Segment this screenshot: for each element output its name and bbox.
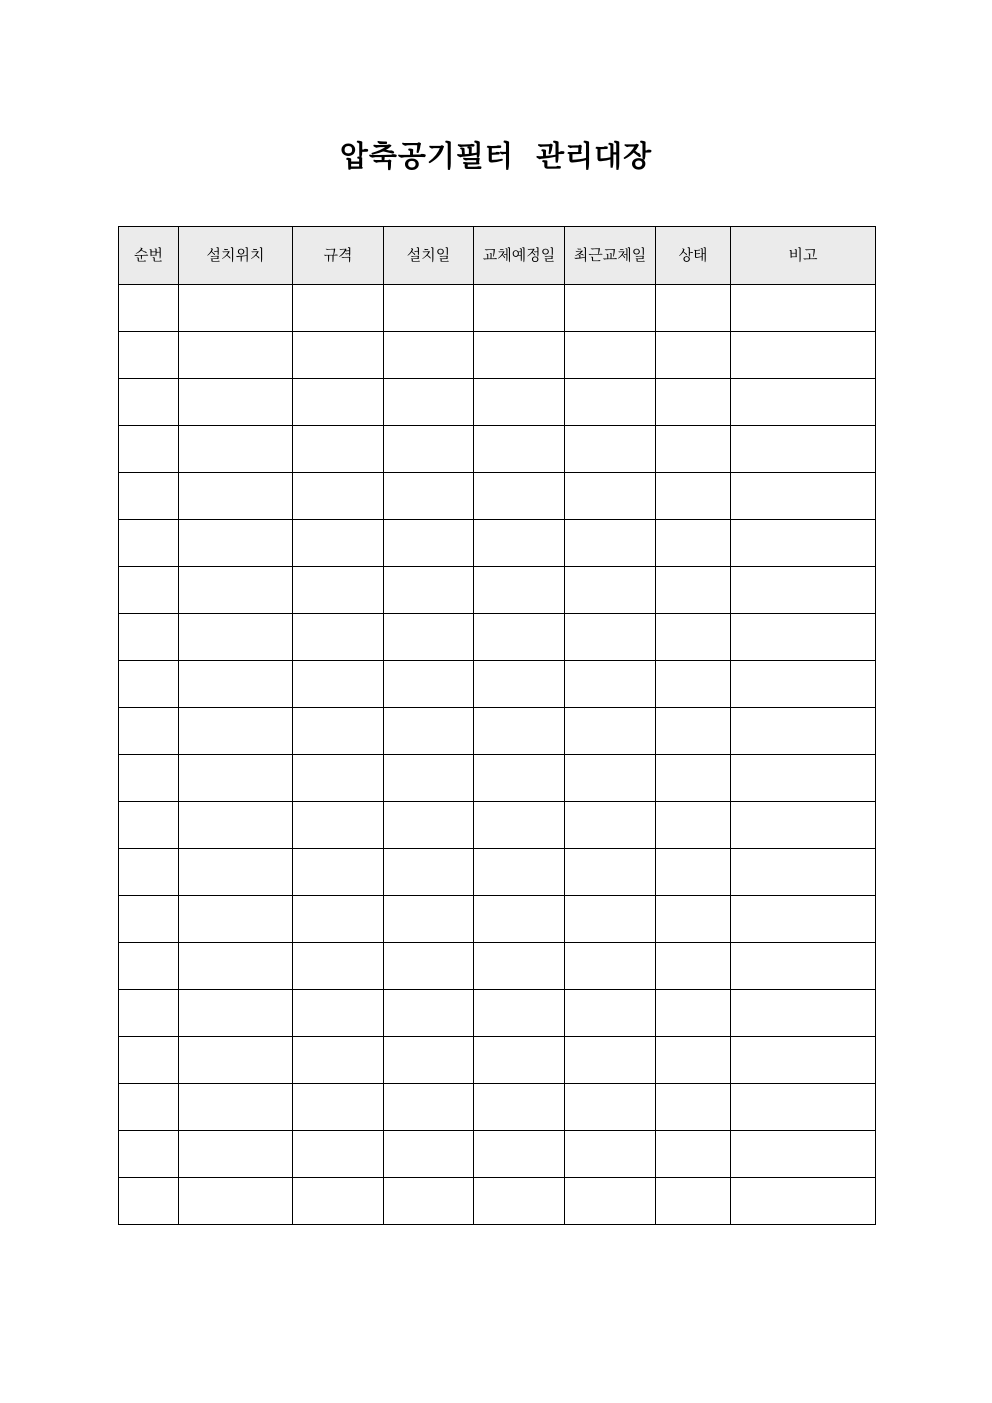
table-row	[119, 1084, 876, 1131]
table-cell[interactable]	[656, 473, 731, 520]
document-title: 압축공기필터 관리대장	[339, 139, 653, 173]
table-cell[interactable]	[731, 990, 876, 1037]
table-cell[interactable]	[474, 1178, 565, 1225]
table-cell[interactable]	[731, 1178, 876, 1225]
table-cell[interactable]	[656, 708, 731, 755]
table-cell[interactable]	[384, 1084, 474, 1131]
table-cell[interactable]	[293, 1131, 384, 1178]
table-row	[119, 1037, 876, 1084]
table-cell[interactable]	[179, 755, 293, 802]
table-cell[interactable]	[474, 708, 565, 755]
table-cell[interactable]	[119, 1178, 179, 1225]
table-row	[119, 849, 876, 896]
table-cell[interactable]	[119, 473, 179, 520]
table-cell[interactable]	[384, 567, 474, 614]
table-row	[119, 473, 876, 520]
table-cell[interactable]	[474, 1131, 565, 1178]
table-cell[interactable]	[119, 708, 179, 755]
table-cell[interactable]	[293, 896, 384, 943]
table-cell[interactable]	[656, 990, 731, 1037]
table-cell[interactable]	[474, 896, 565, 943]
table-cell[interactable]	[179, 1037, 293, 1084]
table-cell[interactable]	[565, 708, 656, 755]
table-cell[interactable]	[565, 1178, 656, 1225]
table-cell[interactable]	[656, 332, 731, 379]
table-row	[119, 896, 876, 943]
table-cell[interactable]	[179, 661, 293, 708]
table-cell[interactable]	[179, 1178, 293, 1225]
table-cell[interactable]	[731, 379, 876, 426]
table-row	[119, 285, 876, 332]
table-row	[119, 520, 876, 567]
table-cell[interactable]	[179, 520, 293, 567]
table-cell[interactable]	[293, 285, 384, 332]
table-cell[interactable]	[474, 567, 565, 614]
table-cell[interactable]	[293, 755, 384, 802]
table-cell[interactable]	[656, 285, 731, 332]
table-cell[interactable]	[565, 802, 656, 849]
table-cell[interactable]	[656, 755, 731, 802]
table-cell[interactable]	[179, 1084, 293, 1131]
header-cell-spec: 규격	[293, 227, 384, 285]
table-cell[interactable]	[384, 285, 474, 332]
table-cell[interactable]	[565, 896, 656, 943]
table-cell[interactable]	[384, 755, 474, 802]
table-cell[interactable]	[474, 473, 565, 520]
table-cell[interactable]	[119, 332, 179, 379]
table-cell[interactable]	[119, 1084, 179, 1131]
header-cell-last-replacement: 최근교체일	[565, 227, 656, 285]
table-cell[interactable]	[384, 1131, 474, 1178]
table-cell[interactable]	[179, 1131, 293, 1178]
table-cell[interactable]	[293, 614, 384, 661]
table-cell[interactable]	[656, 520, 731, 567]
table-row	[119, 661, 876, 708]
table-cell[interactable]	[179, 285, 293, 332]
table-cell[interactable]	[731, 332, 876, 379]
table-cell[interactable]	[384, 473, 474, 520]
table-cell[interactable]	[565, 1037, 656, 1084]
table-cell[interactable]	[731, 708, 876, 755]
table-cell[interactable]	[731, 849, 876, 896]
table-cell[interactable]	[656, 896, 731, 943]
table-cell[interactable]	[565, 1131, 656, 1178]
table-cell[interactable]	[656, 849, 731, 896]
header-cell-remarks: 비고	[731, 227, 876, 285]
table-row	[119, 755, 876, 802]
table-cell[interactable]	[384, 896, 474, 943]
table-cell[interactable]	[293, 426, 384, 473]
table-cell[interactable]	[384, 990, 474, 1037]
table-cell[interactable]	[474, 614, 565, 661]
table-cell[interactable]	[474, 332, 565, 379]
table-cell[interactable]	[565, 990, 656, 1037]
table-cell[interactable]	[565, 661, 656, 708]
table-cell[interactable]	[179, 943, 293, 990]
table-cell[interactable]	[731, 285, 876, 332]
table-cell[interactable]	[293, 990, 384, 1037]
table-cell[interactable]	[119, 896, 179, 943]
table-cell[interactable]	[119, 379, 179, 426]
table-row	[119, 1131, 876, 1178]
table-cell[interactable]	[384, 332, 474, 379]
table-cell[interactable]	[656, 1037, 731, 1084]
table-cell[interactable]	[474, 802, 565, 849]
table-cell[interactable]	[656, 567, 731, 614]
table-cell[interactable]	[731, 1084, 876, 1131]
table-cell[interactable]	[656, 943, 731, 990]
table-cell[interactable]	[565, 849, 656, 896]
header-cell-seq: 순번	[119, 227, 179, 285]
table-cell[interactable]	[179, 379, 293, 426]
table-cell[interactable]	[119, 849, 179, 896]
table-cell[interactable]	[731, 614, 876, 661]
table-cell[interactable]	[474, 426, 565, 473]
table-cell[interactable]	[119, 285, 179, 332]
header-cell-location: 설치위치	[179, 227, 293, 285]
table-cell[interactable]	[293, 1037, 384, 1084]
table-cell[interactable]	[565, 567, 656, 614]
table-cell[interactable]	[731, 661, 876, 708]
table-cell[interactable]	[656, 1131, 731, 1178]
table-cell[interactable]	[119, 520, 179, 567]
table-row	[119, 943, 876, 990]
table-cell[interactable]	[474, 661, 565, 708]
table-cell[interactable]	[179, 332, 293, 379]
header-cell-planned-replacement: 교체예정일	[474, 227, 565, 285]
table-cell[interactable]	[474, 990, 565, 1037]
table-cell[interactable]	[565, 943, 656, 990]
table-cell[interactable]	[474, 520, 565, 567]
table-cell[interactable]	[656, 802, 731, 849]
table-cell[interactable]	[731, 520, 876, 567]
table-cell[interactable]	[656, 1084, 731, 1131]
table-cell[interactable]	[731, 755, 876, 802]
table-cell[interactable]	[119, 426, 179, 473]
table-cell[interactable]	[565, 473, 656, 520]
table-cell[interactable]	[656, 614, 731, 661]
table-cell[interactable]	[565, 755, 656, 802]
table-cell[interactable]	[293, 473, 384, 520]
table-cell[interactable]	[119, 802, 179, 849]
table-cell[interactable]	[474, 849, 565, 896]
table-cell[interactable]	[293, 849, 384, 896]
header-cell-status: 상태	[656, 227, 731, 285]
table-cell[interactable]	[474, 755, 565, 802]
table-cell[interactable]	[179, 990, 293, 1037]
table-row	[119, 990, 876, 1037]
table-cell[interactable]	[293, 708, 384, 755]
table-cell[interactable]	[384, 379, 474, 426]
table-row	[119, 708, 876, 755]
table-cell[interactable]	[474, 1084, 565, 1131]
table-cell[interactable]	[384, 943, 474, 990]
table-row	[119, 379, 876, 426]
table-cell[interactable]	[293, 520, 384, 567]
table-cell[interactable]	[731, 1037, 876, 1084]
table-cell[interactable]	[384, 661, 474, 708]
table-cell[interactable]	[179, 426, 293, 473]
table-row	[119, 332, 876, 379]
table-cell[interactable]	[731, 473, 876, 520]
table-cell[interactable]	[656, 1178, 731, 1225]
table-cell[interactable]	[119, 614, 179, 661]
table-row	[119, 614, 876, 661]
table-cell[interactable]	[293, 379, 384, 426]
table-cell[interactable]	[474, 1037, 565, 1084]
table-cell[interactable]	[119, 1131, 179, 1178]
table-row	[119, 426, 876, 473]
table-cell[interactable]	[293, 802, 384, 849]
table-cell[interactable]	[384, 1037, 474, 1084]
table-cell[interactable]	[731, 1131, 876, 1178]
table-cell[interactable]	[731, 567, 876, 614]
filter-ledger-table	[118, 226, 876, 1225]
table-cell[interactable]	[293, 661, 384, 708]
table-cell[interactable]	[293, 332, 384, 379]
table-cell[interactable]	[731, 896, 876, 943]
table-cell[interactable]	[474, 285, 565, 332]
table-cell[interactable]	[119, 943, 179, 990]
table-cell[interactable]	[565, 379, 656, 426]
table-cell[interactable]	[384, 802, 474, 849]
table-cell[interactable]	[384, 614, 474, 661]
table-cell[interactable]	[565, 1084, 656, 1131]
table-cell[interactable]	[731, 943, 876, 990]
table-cell[interactable]	[179, 567, 293, 614]
table-cell[interactable]	[119, 661, 179, 708]
table-cell[interactable]	[384, 849, 474, 896]
table-row	[119, 802, 876, 849]
table-cell[interactable]	[656, 426, 731, 473]
table-cell[interactable]	[179, 708, 293, 755]
table-cell[interactable]	[731, 426, 876, 473]
table-cell[interactable]	[119, 1037, 179, 1084]
table-header-row	[119, 227, 876, 285]
table-cell[interactable]	[731, 802, 876, 849]
table-cell[interactable]	[384, 520, 474, 567]
table-cell[interactable]	[474, 943, 565, 990]
table-cell[interactable]	[384, 708, 474, 755]
table-cell[interactable]	[179, 614, 293, 661]
table-cell[interactable]	[565, 332, 656, 379]
table-cell[interactable]	[179, 849, 293, 896]
table-cell[interactable]	[119, 990, 179, 1037]
table-cell[interactable]	[293, 1084, 384, 1131]
header-cell-install-date: 설치일	[384, 227, 474, 285]
table-cell[interactable]	[119, 567, 179, 614]
table-cell[interactable]	[565, 285, 656, 332]
table-cell[interactable]	[384, 1178, 474, 1225]
table-cell[interactable]	[293, 1178, 384, 1225]
table-row	[119, 1178, 876, 1225]
table-cell[interactable]	[179, 896, 293, 943]
table-cell[interactable]	[179, 473, 293, 520]
table-cell[interactable]	[384, 426, 474, 473]
table-cell[interactable]	[119, 755, 179, 802]
table-cell[interactable]	[474, 379, 565, 426]
table-cell[interactable]	[565, 426, 656, 473]
table-cell[interactable]	[656, 661, 731, 708]
table-cell[interactable]	[293, 943, 384, 990]
table-row	[119, 567, 876, 614]
table-cell[interactable]	[293, 567, 384, 614]
table-cell[interactable]	[179, 802, 293, 849]
table-cell[interactable]	[565, 520, 656, 567]
table-cell[interactable]	[656, 379, 731, 426]
table-cell[interactable]	[565, 614, 656, 661]
